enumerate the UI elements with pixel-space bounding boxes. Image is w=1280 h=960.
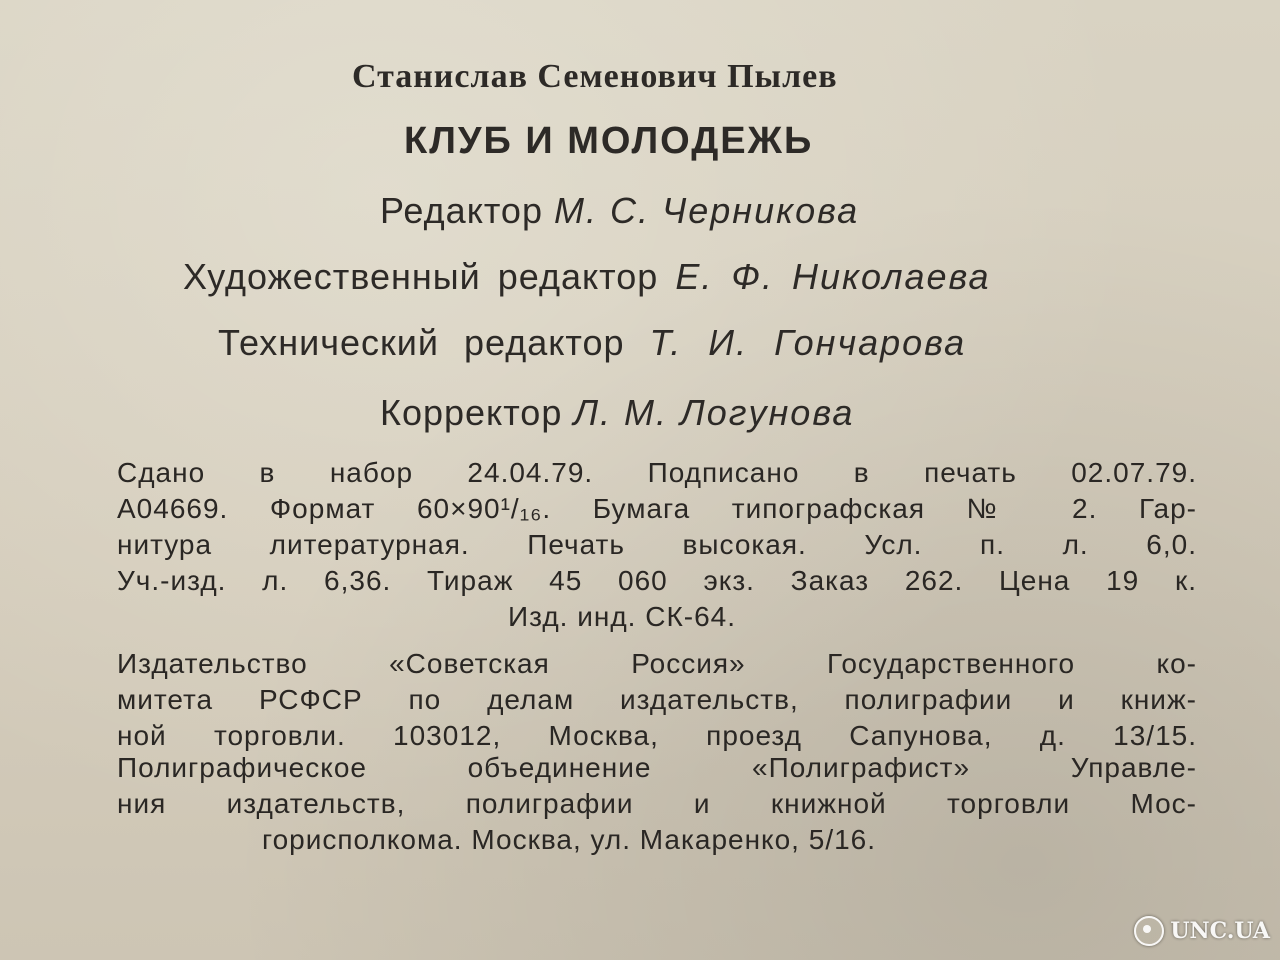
credit-role: Художественный редактор	[183, 256, 659, 297]
publisher-line: Издательство «Советская Россия» Государственного ко-	[117, 648, 1197, 679]
print-details-line: Сдано в набор 24.04.79. Подписано в печать 02.07.79.	[117, 457, 1197, 488]
printer-info	[117, 750, 1197, 858]
credit-person: М. С. Черникова	[553, 190, 860, 231]
author-name: Станислав Семенович Пылев	[352, 58, 838, 95]
credit-person: Е. Ф. Николаева	[675, 256, 991, 297]
credit-person: Т. И. Гончарова	[649, 322, 967, 363]
credit-tech-editor	[218, 322, 966, 364]
publisher-line: митета РСФСР по делам издательств, полиграфии и книж-	[117, 684, 1197, 715]
print-details-line: А04669. Формат 60×90¹/₁₆. Бумага типографская № 2. Гар-	[117, 493, 1197, 524]
credit-art-editor	[183, 256, 991, 298]
site-watermark	[1134, 916, 1270, 946]
print-details-line: Уч.-изд. л. 6,36. Тираж 45 060 экз. Заказ 262. Цена 19 к.	[117, 565, 1197, 596]
credit-role: Редактор	[380, 190, 543, 231]
credit-role: Технический редактор	[218, 322, 625, 363]
print-details	[117, 455, 1197, 635]
credit-person: Л. М. Логунова	[573, 392, 855, 433]
printer-line: ния издательств, полиграфии и книжной торговли Мос-	[117, 788, 1197, 819]
printer-line: горисполкома. Москва, ул. Макаренко, 5/16.	[262, 824, 877, 855]
watermark-text: UNC.UA	[1170, 918, 1270, 944]
publisher-line: ной торговли. 103012, Москва, проезд Сапунова, д. 13/15.	[117, 720, 1197, 751]
credit-proofreader	[380, 392, 854, 434]
print-details-line: нитура литературная. Печать высокая. Усл. п. л. 6,0.	[117, 529, 1197, 560]
publisher-info	[117, 646, 1197, 754]
book-title: КЛУБ И МОЛОДЕЖЬ	[404, 120, 814, 162]
printer-line: Полиграфическое объединение «Полиграфист» Управле-	[117, 752, 1197, 783]
print-details-line: Изд. инд. СК-64.	[507, 601, 737, 632]
credit-role: Корректор	[380, 392, 563, 433]
credit-editor	[380, 190, 859, 232]
coin-icon	[1134, 916, 1164, 946]
